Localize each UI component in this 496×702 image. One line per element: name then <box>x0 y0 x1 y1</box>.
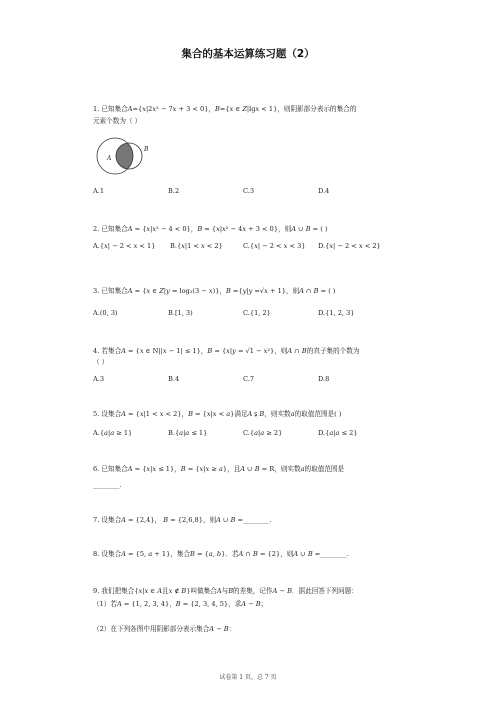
q1-option-b: B.2 <box>168 187 180 195</box>
q5-option-c: C.{𝑎|𝑎 ≥ 2} <box>243 429 283 437</box>
venn-diagram <box>93 136 163 176</box>
question-4-stem-cont: （ ） <box>93 358 109 366</box>
q5-option-a: A.{𝑎|𝑎 ≥ 1} <box>93 429 133 437</box>
question-6-blank: ________. <box>93 481 122 489</box>
question-9-part-2: （2）在下列各图中用阴影部分表示集合𝐴 − 𝐵： <box>93 625 236 633</box>
question-2-stem: 2. 已知集合𝐴 = {𝑥|𝑥² − 4 < 0}，𝐵 = {𝑥|𝑥² − 4𝑥 + 3 < 0}，则𝐴 ∪ 𝐵 = ( ) <box>93 225 328 233</box>
question-5-stem: 5. 设集合𝐴 = {𝑥|1 < 𝑥 < 2}，𝐵 = {𝑥|𝑥 < 𝑎}满足𝐴 ⫋ 𝐵，则实数𝑎的取值范围是( ) <box>93 410 342 418</box>
q2-option-a: A.{𝑥| − 2 < 𝑥 < 1} <box>93 242 156 250</box>
venn-label-b: B <box>144 146 149 153</box>
q4-option-a: A.3 <box>93 375 105 383</box>
q3-option-d: D.{1, 2, 3} <box>318 309 355 317</box>
question-9-stem: 9. 我们把集合{𝑥|𝑥 ∈ 𝐴且𝑥 ∉ 𝐵}叫做集合𝐴与𝐵的差集，记作𝐴 − 𝐵．据此回答下列问题： <box>93 587 358 595</box>
venn-label-a: A <box>107 155 112 162</box>
q5-option-b: B.{𝑎|𝑎 ≤ 1} <box>168 429 208 437</box>
q1-option-d: D.4 <box>318 187 330 195</box>
q2-option-d: D.{𝑥| − 2 < 𝑥 < 2} <box>318 242 381 250</box>
q4-option-d: D.8 <box>318 375 330 383</box>
question-7-stem: 7. 设集合𝐴 = {2,4}， 𝐵 = {2,6,8}，则𝐴 ∪ 𝐵 =________. <box>93 516 272 524</box>
q3-option-c: C.{1, 2} <box>243 309 271 317</box>
q3-option-a: A.(0, 3) <box>93 309 118 317</box>
question-1-stem: 1. 已知集合𝐴={𝑥|2𝑥² − 7𝑥 + 3 < 0}，𝐵={𝑥 ∈ 𝑍|lg𝑥 < 1}，则阴影部分表示的集合的 <box>93 105 357 113</box>
question-3-stem: 3. 已知集合𝐴 = {𝑥 ∈ 𝑍|𝑦 = log₂(3 − 𝑥)}，𝐵 ={𝑦|𝑦 =√𝑥 + 1}，则𝐴 ∩ 𝐵 = ( ) <box>93 287 336 295</box>
q4-option-c: C.7 <box>243 375 255 383</box>
page-footer: 试卷第 1 页，总 7 页 <box>219 674 277 681</box>
q3-option-b: B.[1, 3) <box>168 309 193 317</box>
q2-option-b: B.{𝑥|1 < 𝑥 < 2} <box>170 242 223 250</box>
question-1-stem-cont: 元素个数为（ ） <box>93 117 142 125</box>
q5-option-d: D.{𝑎|𝑎 ≤ 2} <box>318 429 358 437</box>
q4-option-b: B.4 <box>168 375 180 383</box>
question-4-stem: 4. 若集合𝐴 = {𝑥 ∈ N||𝑥 − 1| ≤ 1}，𝐵 = {𝑥|𝑦 = √1 − 𝑥²}，则𝐴 ∩ 𝐵的真子集的个数为 <box>93 347 360 355</box>
q1-option-c: C.3 <box>243 187 255 195</box>
q2-option-c: C.{𝑥| − 2 < 𝑥 < 3} <box>243 242 306 250</box>
page-title: 集合的基本运算练习题（2） <box>181 48 315 60</box>
question-8-stem: 8. 设集合𝐴 = {5, 𝑎 + 1}，集合𝐵 = {𝑎, 𝑏}．若𝐴 ∩ 𝐵 = {2}，则𝐴 ∪ 𝐵 =________. <box>93 550 349 558</box>
question-9-part-1: （1）若𝐴 = {1, 2, 3, 4}，𝐵 = {2, 3, 4, 5}，求𝐴 − 𝐵； <box>93 600 268 608</box>
q1-option-a: A.1 <box>93 187 105 195</box>
question-6-stem: 6. 已知集合𝐴 = {𝑥|𝑥 ≤ 1}，𝐵 = {𝑥|𝑥 ≥ 𝑎}，且𝐴 ∪ 𝐵 = R，则实数𝑎的取值范围是 <box>93 465 345 473</box>
